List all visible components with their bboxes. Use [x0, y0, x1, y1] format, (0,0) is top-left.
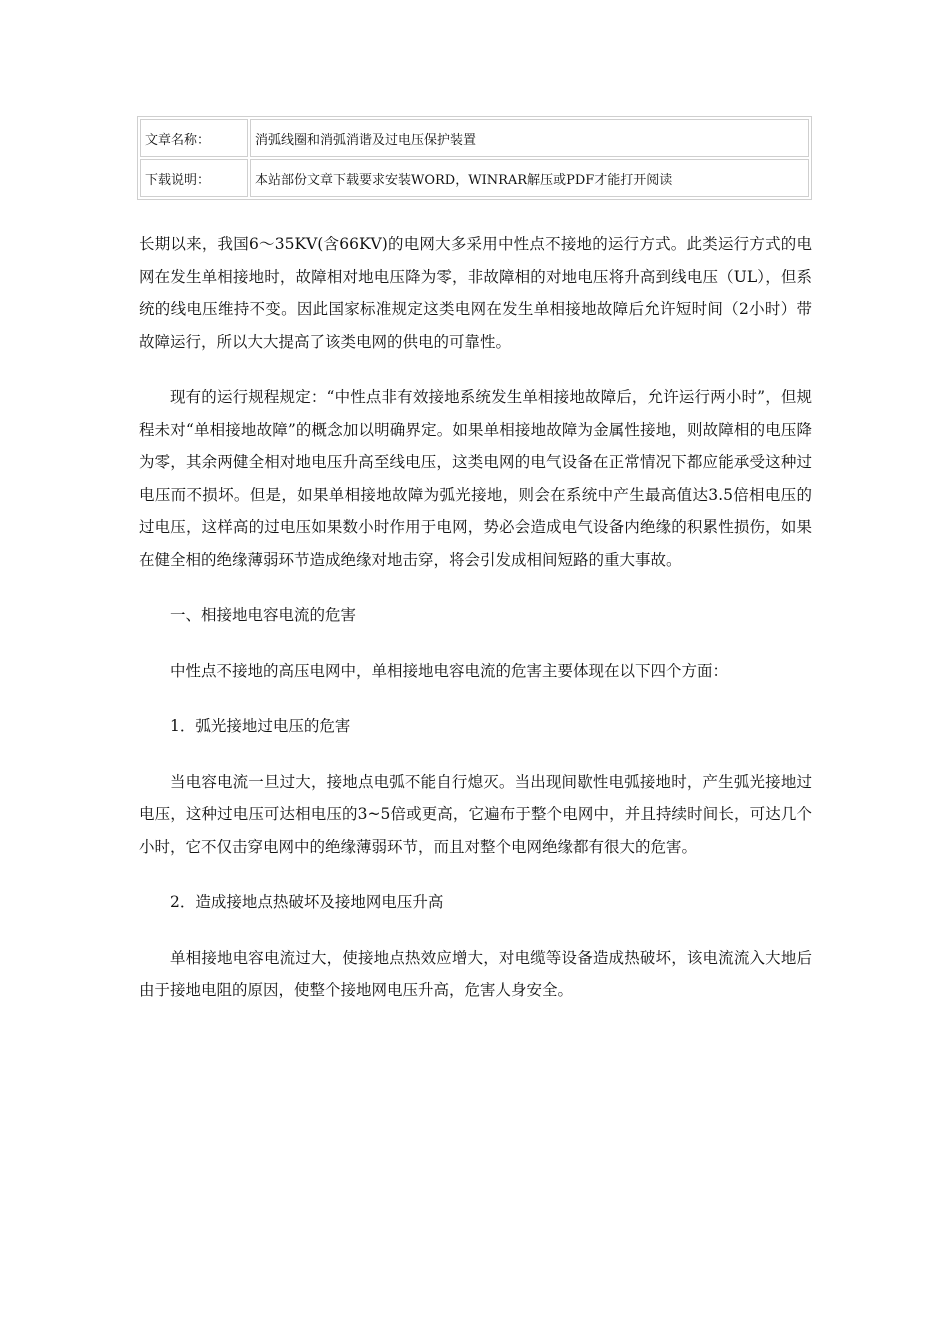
subsection-heading: 1．弧光接地过电压的危害: [170, 717, 351, 735]
table-row: [140, 119, 809, 157]
paragraph: 长期以来，我国6～35KV(含66KV)的电网大多采用中性点不接地的运行方式。此类运行方式的电网在发生单相接地时，故障相对地电压降为零，非故障相的对地电压将升高到线电压（UL），但系统的线电压维持不变。因此国家标准规定这类电网在发生单相接地故障后允许短时间（2小时）带故障运行，所以大大提高了该类电网的供电的可靠性。: [139, 235, 812, 351]
article-body: [139, 228, 812, 1030]
paragraph: 现有的运行规程规定：“中性点非有效接地系统发生单相接地故障后，允许运行两小时”，但规程未对“单相接地故障”的概念加以明确界定。如果单相接地故障为金属性接地，则故障相的电压降为零，其余两健全相对地电压升高至线电压，这类电网的电气设备在正常情况下都应能承受这种过电压而不损坏。但是，如果单相接地故障为弧光接地，则会在系统中产生最高值达3.5倍相电压的过电压，这样高的过电压如果数小时作用于电网，势必会造成电气设备内绝缘的积累性损伤，如果在健全相的绝缘薄弱环节造成绝缘对地击穿，将会引发成相间短路的重大事故。: [139, 388, 812, 569]
subsection-heading: 2．造成接地点热破坏及接地网电压升高: [170, 893, 444, 911]
paragraph: 当电容电流一旦过大，接地点电弧不能自行熄灭。当出现间歇性电弧接地时，产生弧光接地过电压，这种过电压可达相电压的3~5倍或更高，它遍布于整个电网中，并且持续时间长，可达几个小时，它不仅击穿电网中的绝缘薄弱环节，而且对整个电网绝缘都有很大的危害。: [139, 772, 812, 856]
article-info-table: [137, 116, 812, 200]
download-note-label: 下载说明：: [140, 159, 248, 197]
article-name-value: 消弧线圈和消弧消谐及过电压保护装置: [250, 119, 809, 157]
section-heading: 一、相接地电容电流的危害: [170, 606, 357, 624]
paragraph: 单相接地电容电流过大，使接地点热效应增大，对电缆等设备造成热破坏，该电流流入大地后由于接地电阻的原因，使整个接地网电压升高，危害人身安全。: [139, 948, 812, 999]
article-name-label: 文章名称：: [140, 119, 248, 157]
download-note-value: 本站部份文章下载要求安装WORD，WINRAR解压或PDF才能打开阅读: [250, 159, 809, 197]
table-row: [140, 159, 809, 197]
paragraph: 中性点不接地的高压电网中，单相接地电容电流的危害主要体现在以下四个方面：: [170, 661, 729, 680]
